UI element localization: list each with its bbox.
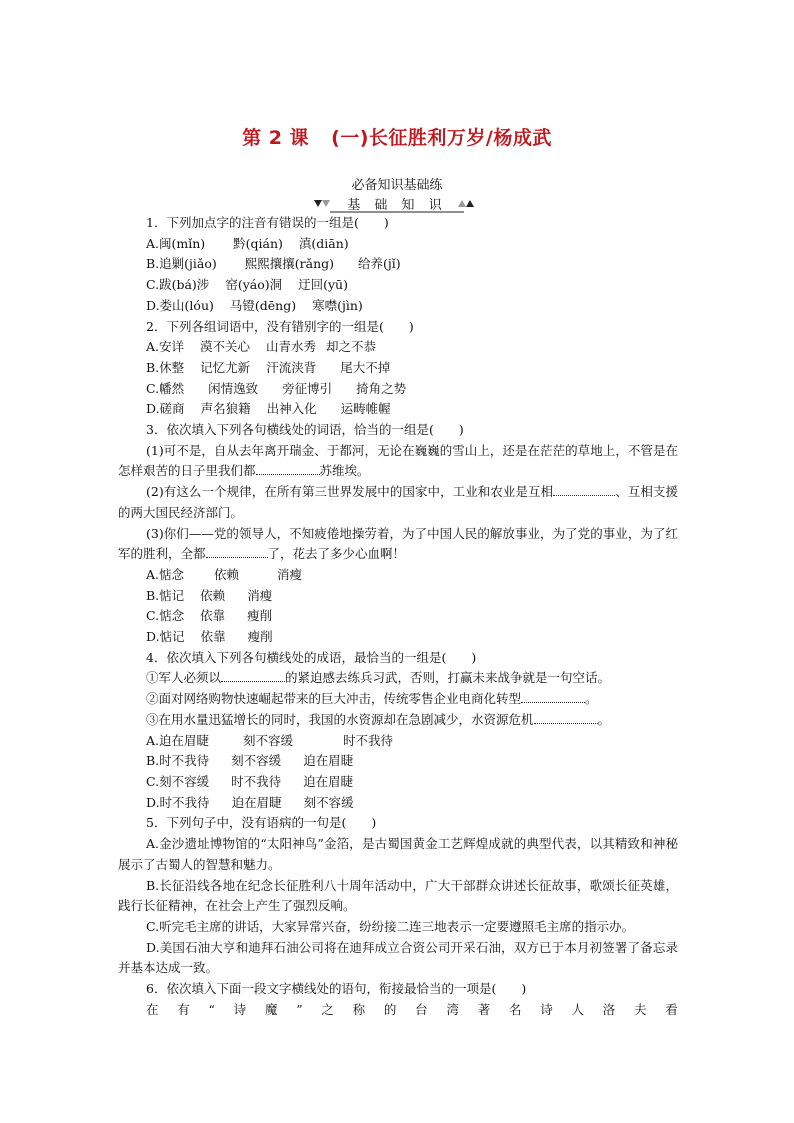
question-4-option-c: C.刻不容缓 时不我待 迫在眉睫 bbox=[146, 773, 354, 789]
question-4-sentence-1: ①军人必须以 的紧迫感去练兵习武，否则，打赢未来战争就是一句空话。 bbox=[146, 670, 611, 686]
question-1-option-d: D.娄山(lóu) 马镫(dēng) 寒噤(jìn) bbox=[146, 297, 363, 313]
question-4-stem: 4．依次填入下列各句横线处的成语，最恰当的一组是( ) bbox=[146, 649, 477, 665]
question-1-option-a: A.闽(mǐn) 黔(qián) 滇(diān) bbox=[146, 235, 349, 251]
question-4-sentence-3: ③在用水量迅猛增长的同时，我国的水资源却在急剧减少，水资源危机 。 bbox=[146, 711, 611, 727]
question-5-option-b: B.长征沿线各地在纪念长征胜利八十周年活动中，广大干部群众讲述长征故事，歌颂长征英雄，践行长征精神，在社会上产生了强烈反响。 bbox=[118, 877, 678, 914]
question-5-option-a: A.金沙遗址博物馆的“太阳神鸟”金箔，是古蜀国黄金工艺辉煌成就的典型代表，以其精致和神秘展示了古蜀人的智慧和魅力。 bbox=[118, 836, 678, 872]
page-title bbox=[0, 123, 794, 150]
fill-blank bbox=[534, 712, 598, 724]
question-2-stem: 2．下列各组词语中，没有错别字的一组是( ) bbox=[146, 318, 414, 334]
question-1-option-c: C.跋(bá)涉 窑(yáo)洞 迂回(yū) bbox=[146, 277, 348, 293]
banner-label: 基 础 知 识 bbox=[347, 198, 447, 213]
fill-blank bbox=[553, 484, 615, 496]
question-5-option-c: C.听完毛主席的讲话，大家异常兴奋，纷纷接二连三地表示一定要遵照毛主席的指示办。 bbox=[146, 918, 635, 934]
question-1-stem: 1．下列加点字的注音有错误的一组是( ) bbox=[146, 215, 389, 230]
section-heading: 必备知识基础练 bbox=[351, 178, 443, 193]
question-3-sentence-2: (2)有这么一个规律，在所有第三世界发展中的国家中，工业和农业是互相 、互相支援的两大国民经济部门。 bbox=[118, 484, 678, 520]
question-3-option-d: D.惦记 依靠 瘦削 bbox=[146, 629, 273, 645]
question-3-sentence-3: (3)你们——党的领导人，不知疲倦地操劳着，为了中国人民的解放事业，为了党的事业，为了红军的胜利，全都 了，花去了多少心血啊！ bbox=[118, 525, 678, 562]
question-6-stem: 6．依次填入下面一段文字横线处的语句，衔接最恰当的一项是( ) bbox=[146, 981, 527, 997]
fill-blank bbox=[221, 670, 285, 682]
question-2-option-b: B.休整 记忆尤新 汗流浃背 尾大不掉 bbox=[146, 359, 391, 375]
question-4-sentence-2: ②面对网络购物快速崛起带来的巨大冲击，传统零售企业电商化转型 。 bbox=[146, 691, 598, 707]
question-3-option-b: B.惦记 依赖 消瘦 bbox=[146, 587, 273, 603]
question-3-option-c: C.惦念 依靠 瘦削 bbox=[146, 608, 273, 624]
fill-blank bbox=[521, 691, 585, 703]
question-4-option-b: B.时不我待 刻不容缓 迫在眉睫 bbox=[146, 753, 354, 769]
lesson-number: 第 2 课 bbox=[242, 127, 310, 149]
question-3-option-a: A.惦念 依赖 消瘦 bbox=[146, 566, 303, 582]
question-6-passage-line: 在 有 “ 诗 魔 ” 之 称 的 台 湾 著 名 诗 人 洛 夫 看 bbox=[146, 1001, 678, 1017]
fill-blank bbox=[256, 463, 320, 475]
question-4-option-d: D.时不我待 迫在眉睫 刻不容缓 bbox=[146, 794, 354, 810]
question-1-option-b: B.追剿(jiǎo) 熙熙攘攘(rǎng) 给养(jǐ) bbox=[146, 256, 401, 272]
question-3-stem: 3．依次填入下列各句横线处的词语，恰当的一组是( ) bbox=[146, 422, 464, 438]
question-3-sentence-1: (1)可不是，自从去年离开瑞金、于都河，无论在巍巍的雪山上，还是在茫茫的草地上，不管是在怎样艰苦的日子里我们都 苏维埃。 bbox=[118, 442, 678, 479]
fill-blank bbox=[206, 546, 268, 558]
lesson-title: (一)长征胜利万岁/杨成武 bbox=[331, 127, 552, 149]
question-5-stem: 5．下列句子中，没有语病的一句是( ) bbox=[146, 815, 377, 831]
question-list bbox=[118, 213, 678, 1020]
section-banner bbox=[312, 197, 482, 214]
question-2-option-c: C.幡然 闲情逸致 旁征博引 掎角之势 bbox=[146, 380, 407, 396]
question-4-option-a: A.迫在眉睫 刻不容缓 时不我待 bbox=[146, 732, 394, 748]
question-2-option-d: D.磋商 声名狼籍 出神入化 运畴帷幄 bbox=[146, 401, 391, 417]
question-5-option-d: D.美国石油大亨和迪拜石油公司将在迪拜成立合资公司开采石油，双方已于本月初签署了备忘录并基本达成一致。 bbox=[118, 939, 678, 976]
question-2-option-a: A.安详 漠不关心 山青水秀 却之不恭 bbox=[146, 339, 377, 355]
